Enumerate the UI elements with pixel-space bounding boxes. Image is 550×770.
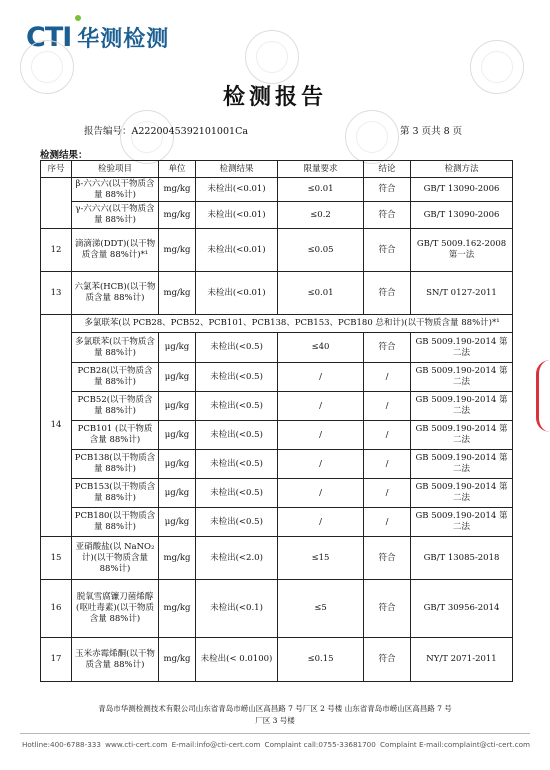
row-no: 14: [41, 315, 72, 537]
footer-address-line1: 青岛市华测检测技术有限公司山东省青岛市崂山区高昌路 7 号厂区 2 号楼 山东省青岛市崂山区高昌路 7 号: [98, 704, 452, 713]
row-limit: /: [278, 363, 364, 392]
row-unit: μg/kg: [159, 392, 196, 421]
row-result: 未检出(<0.5): [196, 333, 278, 363]
footer-complaint-call: Complaint call:0755-33681700: [264, 740, 376, 749]
row-unit: mg/kg: [159, 178, 196, 202]
row-item: PCB138(以干物质含量 88%计): [72, 450, 159, 479]
row-limit: ≤15: [278, 537, 364, 580]
row-conclusion: /: [364, 450, 411, 479]
results-table: [40, 160, 513, 682]
logo-mark: CTI: [26, 22, 72, 53]
row-result: 未检出(<0.5): [196, 363, 278, 392]
row-result: 未检出(<0.5): [196, 508, 278, 537]
row-limit: /: [278, 421, 364, 450]
header-method: 检测方法: [411, 161, 513, 178]
row-group-title: 多氯联苯(以 PCB28、PCB52、PCB101、PCB138、PCB153、PCB180 总和计)(以干物质含量 88%计)*¹: [72, 315, 513, 333]
row-result: 未检出(<0.01): [196, 229, 278, 272]
row-unit: μg/kg: [159, 363, 196, 392]
page-number: 第 3 页共 8 页: [400, 126, 463, 137]
row-unit: μg/kg: [159, 479, 196, 508]
row-conclusion: /: [364, 479, 411, 508]
table-row: [41, 178, 513, 202]
row-unit: mg/kg: [159, 272, 196, 315]
report-number: 报告编号：A2220045392101001Ca: [84, 126, 249, 137]
row-method: GB/T 13090-2006: [411, 202, 513, 229]
row-item: 脱氧雪腐镰刀菌烯醇(呕吐毒素)(以干物质含量 88%计): [72, 580, 159, 638]
row-item: PCB180(以干物质含量 88%计): [72, 508, 159, 537]
row-conclusion: 符合: [364, 537, 411, 580]
row-result: 未检出(<0.01): [196, 178, 278, 202]
row-item: 亚硝酸盐(以 NaNO₂计)(以干物质含量 88%计): [72, 537, 159, 580]
row-result: 未检出(<0.5): [196, 450, 278, 479]
table-row: [41, 479, 513, 508]
row-limit: ≤0.2: [278, 202, 364, 229]
table-row: [41, 638, 513, 682]
row-item: PCB153(以干物质含量 88%计): [72, 479, 159, 508]
row-limit: ≤40: [278, 333, 364, 363]
row-conclusion: 符合: [364, 333, 411, 363]
row-limit: /: [278, 450, 364, 479]
row-result: 未检出(< 0.0100): [196, 638, 278, 682]
row-method: GB 5009.190-2014 第二法: [411, 479, 513, 508]
row-unit: mg/kg: [159, 638, 196, 682]
row-method: NY/T 2071-2011: [411, 638, 513, 682]
row-result: 未检出(<0.01): [196, 202, 278, 229]
row-limit: ≤0.01: [278, 272, 364, 315]
row-method: GB 5009.190-2014 第二法: [411, 333, 513, 363]
row-conclusion: 符合: [364, 178, 411, 202]
row-method: SN/T 0127-2011: [411, 272, 513, 315]
row-conclusion: 符合: [364, 638, 411, 682]
row-limit: ≤0.01: [278, 178, 364, 202]
footer-website-link[interactable]: www.cti-cert.com: [105, 740, 168, 749]
header-conclusion: 结论: [364, 161, 411, 178]
watermark-seal-icon: [120, 110, 174, 164]
row-unit: mg/kg: [159, 537, 196, 580]
table-row: [41, 537, 513, 580]
row-item: PCB101 (以干物质含量 88%计): [72, 421, 159, 450]
row-unit: μg/kg: [159, 333, 196, 363]
red-stamp-icon: [536, 360, 550, 432]
row-no: 17: [41, 638, 72, 682]
watermark-seal-icon: [345, 110, 399, 164]
row-conclusion: /: [364, 392, 411, 421]
section-label: 检测结果：: [40, 150, 88, 161]
row-item: PCB28(以干物质含量 88%计): [72, 363, 159, 392]
row-conclusion: 符合: [364, 580, 411, 638]
row-unit: mg/kg: [159, 202, 196, 229]
row-conclusion: /: [364, 508, 411, 537]
row-method: GB 5009.190-2014 第二法: [411, 508, 513, 537]
header-unit: 单位: [159, 161, 196, 178]
row-item: 玉米赤霉烯酮(以干物质含量 88%计): [72, 638, 159, 682]
row-method: GB/T 5009.162-2008 第一法: [411, 229, 513, 272]
row-limit: /: [278, 392, 364, 421]
row-conclusion: 符合: [364, 272, 411, 315]
table-row: [41, 315, 513, 333]
row-unit: mg/kg: [159, 229, 196, 272]
row-item: 六氯苯(HCB)(以干物质含量 88%计): [72, 272, 159, 315]
row-unit: mg/kg: [159, 580, 196, 638]
footer-address: [60, 703, 490, 727]
row-item: 滴滴涕(DDT)(以干物质含量 88%计)*¹: [72, 229, 159, 272]
footer-divider: [20, 733, 530, 734]
row-item: 多氯联苯(以干物质含量 88%计): [72, 333, 159, 363]
table-row: [41, 363, 513, 392]
table-row: [41, 272, 513, 315]
table-row: [41, 450, 513, 479]
table-row: [41, 508, 513, 537]
logo-dot-icon: [75, 15, 81, 21]
row-result: 未检出(<0.5): [196, 392, 278, 421]
row-result: 未检出(<2.0): [196, 537, 278, 580]
table-header-row: [41, 161, 513, 178]
row-result: 未检出(<0.5): [196, 421, 278, 450]
row-limit: ≤0.05: [278, 229, 364, 272]
row-method: GB/T 13085-2018: [411, 537, 513, 580]
row-no: 15: [41, 537, 72, 580]
footer-complaint-email-link[interactable]: Complaint E-mail:complaint@cti-cert.com: [379, 740, 530, 749]
row-item: β-六六六(以干物质含量 88%计): [72, 178, 159, 202]
header-result: 检测结果: [196, 161, 278, 178]
table-row: [41, 202, 513, 229]
row-method: GB/T 13090-2006: [411, 178, 513, 202]
row-no: 12: [41, 229, 72, 272]
row-conclusion: /: [364, 363, 411, 392]
row-method: GB 5009.190-2014 第二法: [411, 421, 513, 450]
row-unit: μg/kg: [159, 450, 196, 479]
row-limit: /: [278, 479, 364, 508]
row-result: 未检出(<0.1): [196, 580, 278, 638]
row-method: GB 5009.190-2014 第二法: [411, 392, 513, 421]
row-result: 未检出(<0.01): [196, 272, 278, 315]
footer-hotline: Hotline:400-6788-333: [22, 740, 101, 749]
row-method: GB/T 30956-2014: [411, 580, 513, 638]
header-no: 序号: [41, 161, 72, 178]
row-no: 16: [41, 580, 72, 638]
row-no: [41, 178, 72, 229]
footer-contacts: [22, 740, 530, 749]
row-limit: ≤0.15: [278, 638, 364, 682]
table-row: [41, 392, 513, 421]
watermark-seal-icon: [245, 30, 299, 84]
row-conclusion: /: [364, 421, 411, 450]
row-no: 13: [41, 272, 72, 315]
row-item: γ-六六六(以干物质含量 88%计): [72, 202, 159, 229]
logo-chinese-name: 华测检测: [77, 27, 170, 52]
footer-email-link[interactable]: E-mail:info@cti-cert.com: [171, 740, 261, 749]
row-method: GB 5009.190-2014 第二法: [411, 450, 513, 479]
row-limit: ≤5: [278, 580, 364, 638]
table-row: [41, 580, 513, 638]
row-result: 未检出(<0.5): [196, 479, 278, 508]
header-item: 检验项目: [72, 161, 159, 178]
row-conclusion: 符合: [364, 229, 411, 272]
row-unit: μg/kg: [159, 421, 196, 450]
row-limit: /: [278, 508, 364, 537]
table-row: [41, 421, 513, 450]
row-method: GB 5009.190-2014 第二法: [411, 363, 513, 392]
row-item: PCB52(以干物质含量 88%计): [72, 392, 159, 421]
report-title: 检测报告: [222, 84, 327, 110]
header-limit: 限量要求: [278, 161, 364, 178]
row-conclusion: 符合: [364, 202, 411, 229]
table-row: [41, 229, 513, 272]
footer-address-line2: 厂区 3 号楼: [255, 716, 295, 725]
row-unit: μg/kg: [159, 508, 196, 537]
table-row: [41, 333, 513, 363]
